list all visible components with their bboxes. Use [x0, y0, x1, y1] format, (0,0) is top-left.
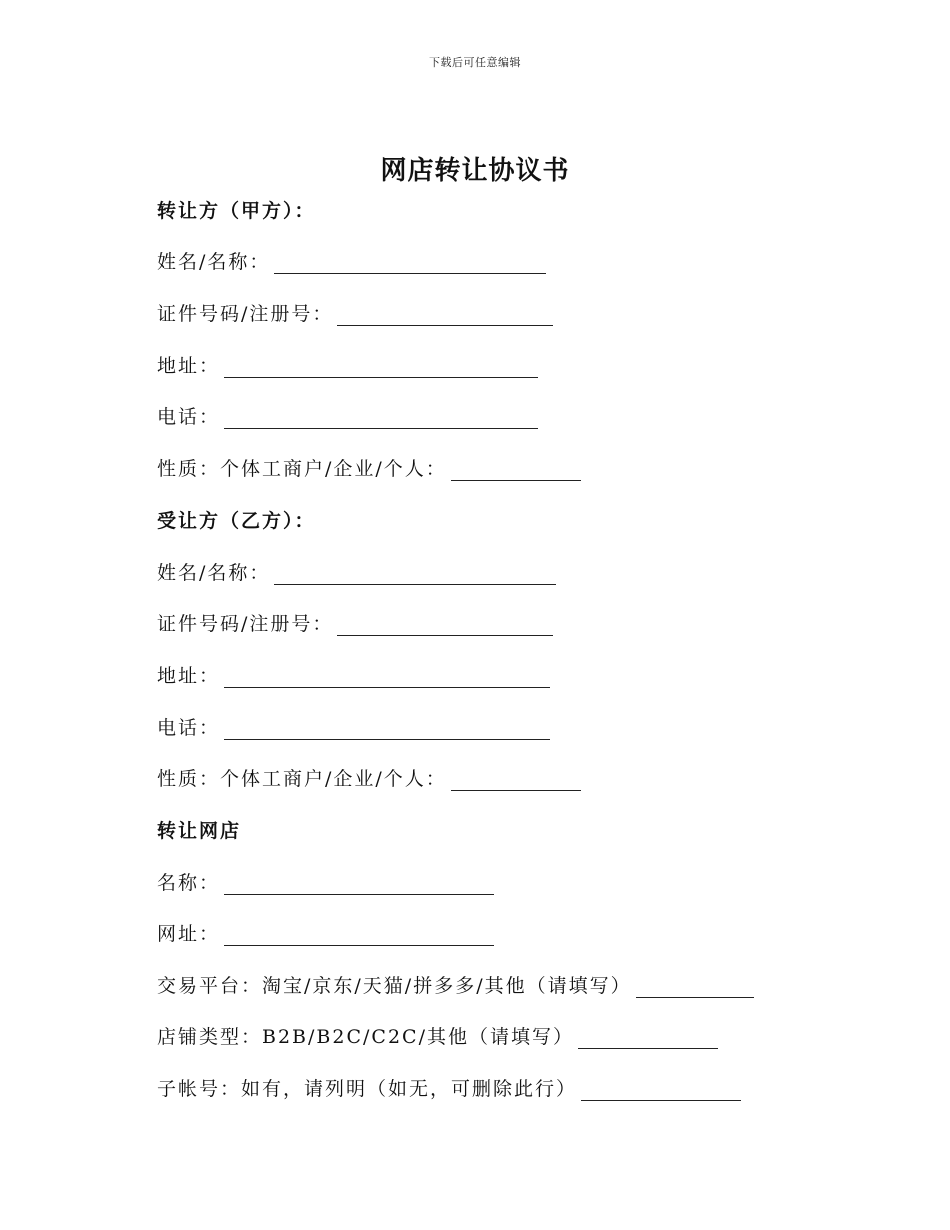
shop-subaccount-label: 子帐号：如有，请列明（如无，可删除此行）	[157, 1078, 578, 1100]
party-b-address-row	[157, 664, 550, 688]
shop-platform-label: 交易平台：淘宝/京东/天猫/拼多多/其他（请填写）	[157, 975, 632, 997]
party-b-heading: 受让方（乙方）：	[157, 510, 316, 532]
party-a-name-blank[interactable]	[274, 253, 546, 274]
party-a-nature-label: 性质：个体工商户/企业/个人：	[157, 458, 447, 480]
party-b-phone-row	[157, 716, 550, 740]
party-b-address-label: 地址：	[157, 665, 221, 687]
party-a-name-label: 姓名/名称：	[157, 251, 271, 273]
document-title: 网店转让协议书	[380, 156, 570, 186]
party-b-name-blank[interactable]	[274, 564, 556, 585]
shop-subaccount-blank[interactable]	[581, 1080, 741, 1101]
party-a-phone-label: 电话：	[157, 406, 221, 428]
shop-type-blank[interactable]	[578, 1028, 718, 1049]
party-a-heading: 转让方（甲方）：	[157, 200, 316, 222]
party-a-phone-row	[157, 405, 538, 429]
party-b-name-label: 姓名/名称：	[157, 562, 271, 584]
shop-platform-row	[157, 974, 754, 998]
shop-platform-blank[interactable]	[636, 977, 754, 998]
shop-url-blank[interactable]	[224, 925, 494, 946]
party-b-id-row	[157, 612, 553, 636]
party-a-address-label: 地址：	[157, 355, 221, 377]
party-b-nature-blank[interactable]	[451, 770, 581, 791]
shop-heading: 转让网店	[157, 820, 242, 842]
party-a-nature-blank[interactable]	[451, 460, 581, 481]
shop-url-row	[157, 922, 494, 946]
shop-subaccount-row	[157, 1077, 741, 1101]
header-note: 下载后可任意编辑	[429, 56, 521, 69]
party-a-nature-row	[157, 457, 581, 481]
party-b-nature-label: 性质：个体工商户/企业/个人：	[157, 768, 447, 790]
party-b-nature-row	[157, 767, 581, 791]
shop-type-row	[157, 1025, 718, 1049]
party-b-phone-label: 电话：	[157, 717, 221, 739]
party-b-phone-blank[interactable]	[224, 719, 550, 740]
party-b-id-label: 证件号码/注册号：	[157, 613, 334, 635]
shop-type-label: 店铺类型：B2B/B2C/C2C/其他（请填写）	[157, 1026, 574, 1048]
shop-name-row	[157, 871, 494, 895]
shop-name-label: 名称：	[157, 872, 221, 894]
party-b-name-row	[157, 561, 556, 585]
shop-name-blank[interactable]	[224, 874, 494, 895]
party-b-id-blank[interactable]	[337, 615, 553, 636]
party-a-id-blank[interactable]	[337, 305, 553, 326]
party-a-phone-blank[interactable]	[224, 408, 538, 429]
party-a-address-blank[interactable]	[224, 357, 538, 378]
party-a-address-row	[157, 354, 538, 378]
party-a-name-row	[157, 250, 546, 274]
party-a-id-row	[157, 302, 553, 326]
party-a-id-label: 证件号码/注册号：	[157, 303, 334, 325]
party-b-address-blank[interactable]	[224, 667, 550, 688]
shop-url-label: 网址：	[157, 923, 221, 945]
